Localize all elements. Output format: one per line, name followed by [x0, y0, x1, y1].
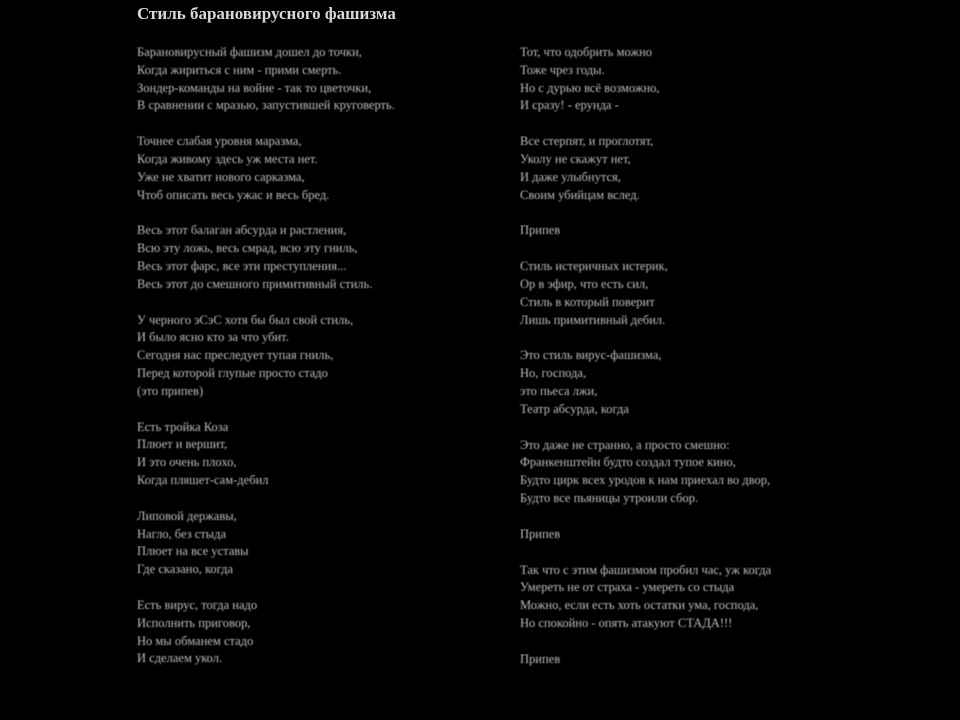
verse-line: Исполнить приговор,: [137, 615, 251, 630]
verse-line: Где сказано, когда: [137, 562, 234, 577]
verse-line: В сравнении с мразью, запустившей круговерть.: [137, 98, 395, 113]
verse-line: это пьеса лжи,: [520, 383, 598, 398]
verse-line: Нагло, без стыда: [137, 526, 227, 541]
document-title: Стиль барановирусного фашизма: [137, 4, 396, 23]
verse-line: Есть тройка Коза: [137, 419, 229, 434]
verse-line: Франкенштейн будто создал тупое кино,: [520, 455, 736, 470]
verse-line: Это стиль вирус-фашизма,: [520, 348, 662, 363]
verse-line: Зондер-команды на войне - так то цветочки,: [137, 80, 372, 95]
stanza: [137, 222, 477, 293]
stanza: [137, 508, 477, 579]
verse-line: И даже улыбнутся,: [520, 169, 621, 184]
stanza: [520, 526, 850, 544]
verse-line: И было ясно кто за что убит.: [137, 330, 289, 345]
verse-line: Когда пляшет-сам-дебил: [137, 472, 269, 487]
verse-line: Будто все пьяницы утроили сбор.: [520, 490, 699, 505]
verse-line: Когда жириться с ним - прими смерть.: [137, 62, 342, 77]
verse-line: Липовой державы,: [137, 508, 237, 523]
verse-line: Перед которой глупые просто стадо: [137, 365, 328, 380]
stanza: [520, 562, 850, 633]
stanza: [137, 419, 477, 490]
verse-line: Весь этот фарс, все эти преступления...: [137, 258, 347, 273]
verse-line: У черного эСэС хотя бы был свой стиль,: [137, 312, 354, 327]
verse-line: Есть вирус, тогда надо: [137, 597, 258, 612]
left-column: [137, 44, 477, 686]
verse-line: Уколу не скажут нет,: [520, 151, 631, 166]
verse-line: Будто цирк всех уродов к нам приехал во двор,: [520, 473, 771, 488]
verse-line: Стиль истеричных истерик,: [520, 259, 668, 274]
verse-line: Барановирусный фашизм дошел до точки,: [137, 45, 362, 59]
stanza: [520, 651, 850, 669]
stanza: [520, 133, 850, 204]
verse-line: Так что с этим фашизмом пробил час, уж когда: [520, 562, 772, 577]
verse-line: Уже не хватит нового сарказма,: [137, 169, 305, 184]
stanza: [520, 222, 850, 240]
verse-line: Умереть не от страха - умереть со стыда: [520, 580, 735, 595]
verse-line: Театр абсурда, когда: [520, 401, 629, 416]
verse-line: Но спокойно - опять атакуют СТАДА!!!: [520, 615, 733, 630]
verse-line: Весь этот до смешного примитивный стиль.: [137, 276, 373, 291]
right-column: [520, 44, 850, 687]
verse-line: Лишь примитивный дебил.: [520, 312, 666, 327]
verse-line: Всю эту ложь, весь смрад, всю эту гниль,: [137, 241, 358, 256]
verse-line: Весь этот балаган абсурда и растления,: [137, 223, 347, 238]
verse-line: Стиль в который поверит: [520, 294, 655, 309]
verse-line: Сегодня нас преследует тупая гниль,: [137, 348, 334, 363]
stanza: [520, 44, 850, 115]
verse-line: Плюет и вершит,: [137, 437, 228, 452]
verse-line: И это очень плохо,: [137, 455, 237, 470]
stanza: [137, 44, 477, 115]
verse-line: Это даже не странно, а просто смешно:: [520, 437, 730, 452]
verse-line: Ор в эфир, что есть сил,: [520, 276, 649, 291]
verse-line: И сразу! - ерунда -: [520, 98, 619, 113]
verse-line: Тоже чрез годы.: [520, 62, 605, 77]
verse-line: Все стерпят, и проглотят,: [520, 134, 654, 149]
verse-line: (это припев): [137, 383, 204, 398]
verse-line: Припев: [520, 223, 561, 238]
verse-line: Но с дурью всё возможно,: [520, 80, 660, 95]
stanza: [520, 347, 850, 418]
stanza: [137, 133, 477, 204]
verse-line: И сделаем укол.: [137, 651, 223, 666]
stanza: [137, 312, 477, 401]
verse-line: Но мы обманем стадо: [137, 633, 254, 648]
verse-line: Но, господа,: [520, 366, 587, 381]
verse-line: Припев: [520, 651, 561, 666]
stanza: [520, 437, 850, 508]
verse-line: Можно, если есть хоть остатки ума, господа,: [520, 598, 759, 613]
verse-line: Своим убийцам вслед.: [520, 187, 640, 202]
verse-line: Точнее слабая уровня маразма,: [137, 134, 302, 149]
verse-line: Припев: [520, 526, 561, 541]
stanza: [520, 258, 850, 329]
verse-line: Плюет на все уставы: [137, 544, 249, 559]
verse-line: Тот, что одобрить можно: [520, 45, 653, 59]
stanza: [137, 597, 477, 668]
verse-line: Когда живому здесь уж места нет.: [137, 151, 318, 166]
verse-line: Чтоб описать весь ужас и весь бред.: [137, 187, 330, 202]
